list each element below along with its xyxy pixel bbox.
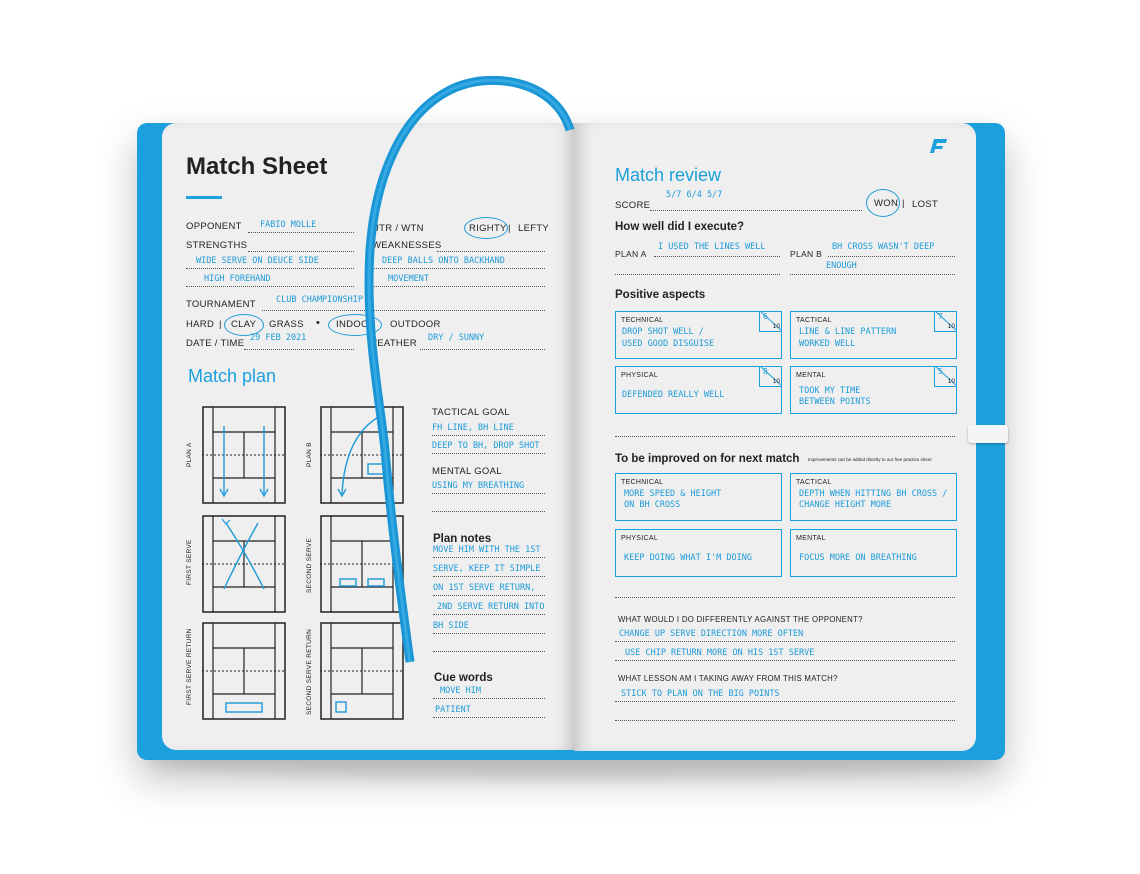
question-2-line-1 (615, 701, 955, 702)
execute-heading: How well did I execute? (615, 221, 745, 233)
positive-technical-score-max: 10 (772, 323, 780, 330)
bookmark-ribbon (330, 70, 580, 670)
positive-tactical-category: TACTICAL (796, 317, 832, 324)
improve-mental-line-1: FOCUS MORE ON BREATHING (799, 553, 917, 563)
opponent-label: OPPONENT (186, 221, 242, 232)
surface-separator: | (219, 319, 222, 330)
mental-goal-1: USING MY BREATHING (432, 481, 525, 491)
question-2: WHAT LESSON AM I TAKING AWAY FROM THIS MATCH? (618, 674, 838, 683)
tactical-goal-label: TACTICAL GOAL (432, 407, 510, 418)
positive-mental-score-max: 10 (947, 378, 955, 385)
tournament-value: CLUB CHAMPIONSHIP (276, 295, 363, 305)
cue-words-heading: Cue words (434, 672, 493, 684)
logo-icon (927, 135, 949, 155)
positive-mental-line-1: TOOK MY TIME (799, 386, 861, 396)
question-1-line-1 (615, 641, 955, 642)
cue-word-2: PATIENT (435, 705, 471, 715)
lefty-option: LEFTY (518, 223, 550, 234)
positive-tactical-score (934, 311, 957, 332)
score-label: SCORE (615, 200, 651, 211)
review-plan-b-line-2 (790, 274, 955, 275)
plan-note-1: MOVE HIM WITH THE 1ST (433, 545, 541, 555)
tournament-label: TOURNAMENT (186, 299, 256, 310)
surface-bullet: • (316, 317, 321, 329)
title-underline (186, 196, 222, 199)
positive-technical-category: TECHNICAL (621, 317, 664, 324)
tactical-goal-1: FH LINE, BH LINE (432, 423, 514, 433)
weaknesses-label: WEAKNESSES (372, 240, 442, 251)
positive-mental-box (790, 366, 957, 414)
date-value: 29 FEB 2021 (250, 333, 307, 343)
plan-notes-heading: Plan notes (433, 533, 492, 545)
right-page (574, 123, 976, 751)
improve-physical-category: PHYSICAL (621, 535, 659, 542)
result-won: WON (874, 198, 899, 209)
improve-tactical-category: TACTICAL (796, 479, 832, 486)
weather-value: DRY / SUNNY (428, 333, 485, 343)
strengths-line-2 (186, 268, 354, 269)
question-1-answer-1: CHANGE UP SERVE DIRECTION MORE OFTEN (619, 629, 804, 639)
mental-goal-label: MENTAL GOAL (432, 466, 502, 477)
match-plan-heading: Match plan (188, 366, 277, 386)
weather-label: WEATHER (368, 338, 417, 349)
improve-technical-category: TECHNICAL (621, 479, 664, 486)
improve-technical-line-2: ON BH CROSS (624, 500, 681, 510)
question-1-line-2 (615, 660, 955, 661)
opponent-value: FABIO MOLLE (260, 220, 317, 230)
won-circle (866, 189, 900, 217)
review-plan-b-value-1: BH CROSS WASN'T DEEP (832, 242, 935, 252)
question-2-line-2 (615, 720, 955, 721)
question-1: WHAT WOULD I DO DIFFERENTLY AGAINST THE OPPONENT? (618, 615, 863, 624)
improve-tactical-line-1: DEPTH WHEN HITTING BH CROSS / (799, 489, 948, 499)
positive-technical-box (615, 311, 782, 359)
improve-mental-category: MENTAL (796, 535, 826, 542)
review-plan-a-line-2 (615, 274, 780, 275)
strengths-label: STRENGTHS (186, 240, 248, 251)
plan-b-label: PLAN B (306, 442, 313, 467)
review-plan-b-line (828, 256, 955, 257)
positive-physical-box (615, 366, 782, 414)
weaknesses-text-1: DEEP BALLS ONTO BACKHAND (382, 256, 505, 266)
weaknesses-text-2: MOVEMENT (388, 274, 429, 284)
date-label: DATE / TIME (186, 338, 245, 349)
improve-physical-line-1: KEEP DOING WHAT I'M DOING (624, 553, 752, 563)
score-line (650, 210, 862, 211)
positive-technical-score (759, 311, 782, 332)
cue-word-line-2 (433, 717, 545, 718)
result-lost: LOST (912, 199, 939, 210)
improve-tactical-box (790, 473, 957, 521)
tactical-goal-2: DEEP TO BH, DROP SHOT (432, 441, 540, 451)
strengths-text-2: HIGH FOREHAND (204, 274, 271, 284)
match-review-heading: Match review (615, 165, 722, 185)
improve-extra-line (615, 597, 955, 598)
positive-tactical-score-max: 10 (947, 323, 955, 330)
positive-mental-score-value: 5 (938, 367, 943, 376)
plan-note-5: BH SIDE (433, 621, 469, 631)
improve-heading: To be improved on for next match (615, 453, 800, 465)
review-plan-b-label: PLAN B (790, 249, 823, 259)
review-plan-a-line (654, 256, 780, 257)
positive-mental-score (934, 366, 957, 387)
improve-technical-line-1: MORE SPEED & HEIGHT (624, 489, 722, 499)
utr-label: UTR / WTN (372, 223, 424, 234)
improve-note: Improvements can be added directly to our free practice sheet (808, 457, 932, 462)
positive-heading: Positive aspects (615, 289, 706, 301)
cue-word-line-1 (433, 698, 545, 699)
plan-note-3: ON 1ST SERVE RETURN, (433, 583, 536, 593)
match-sheet-title: Match Sheet (186, 153, 328, 180)
positive-physical-score-value: 8 (763, 367, 768, 376)
positive-mental-category: MENTAL (796, 372, 826, 379)
venue-outdoor: OUTDOOR (390, 319, 441, 330)
first-serve-return-label: FIRST SERVE RETURN (186, 628, 193, 705)
strengths-text-1: WIDE SERVE ON DEUCE SIDE (196, 256, 319, 266)
second-serve-label: SECOND SERVE (306, 537, 313, 593)
positive-extra-line (615, 436, 955, 437)
result-separator: | (902, 198, 905, 209)
elastic-band (968, 425, 1008, 443)
improve-tactical-line-2: CHANGE HEIGHT MORE (799, 500, 892, 510)
surface-clay: CLAY (231, 319, 257, 330)
hand-separator: | (508, 223, 511, 234)
positive-technical-line-1: DROP SHOT WELL / (622, 327, 704, 337)
first-serve-label: FIRST SERVE (186, 539, 193, 585)
positive-tactical-box (790, 311, 957, 359)
positive-tactical-line-2: WORKED WELL (799, 339, 856, 349)
positive-technical-line-2: USED GOOD DISGUISE (622, 339, 715, 349)
plan-note-4: 2ND SERVE RETURN INTO (437, 602, 545, 612)
improve-physical-box (615, 529, 782, 577)
plan-a-label: PLAN A (186, 442, 193, 467)
improve-mental-box (790, 529, 957, 577)
review-plan-b-value-2: ENOUGH (826, 261, 857, 271)
positive-physical-score-max: 10 (772, 378, 780, 385)
positive-tactical-score-value: 7 (938, 312, 943, 321)
review-plan-a-label: PLAN A (615, 249, 647, 259)
question-2-answer-1: STICK TO PLAN ON THE BIG POINTS (621, 689, 780, 699)
score-value: 5/7 6/4 5/7 (666, 190, 723, 200)
positive-physical-line-1: DEFENDED REALLY WELL (622, 390, 725, 400)
positive-technical-score-value: 6 (763, 312, 768, 321)
positive-physical-score (759, 366, 782, 387)
question-1-answer-2: USE CHIP RETURN MORE ON HIS 1ST SERVE (625, 648, 815, 658)
first-serve-return-court (202, 622, 286, 720)
surface-hard: HARD (186, 319, 215, 330)
positive-mental-line-2: BETWEEN POINTS (799, 397, 871, 407)
positive-tactical-line-1: LINE & LINE PATTERN (799, 327, 897, 337)
second-serve-return-label: SECOND SERVE RETURN (306, 628, 313, 715)
cue-word-1: MOVE HIM (440, 686, 481, 696)
righty-option: RIGHTY (469, 223, 507, 234)
review-plan-a-value: I USED THE LINES WELL (658, 242, 766, 252)
improve-technical-box (615, 473, 782, 521)
first-serve-court (202, 515, 286, 613)
plan-note-2: SERVE, KEEP IT SIMPLE (433, 564, 541, 574)
surface-grass: GRASS (269, 319, 304, 330)
venue-indoor: INDOOR (336, 319, 376, 330)
positive-physical-category: PHYSICAL (621, 372, 659, 379)
plan-a-court (202, 406, 286, 504)
strengths-line-3 (186, 286, 354, 287)
